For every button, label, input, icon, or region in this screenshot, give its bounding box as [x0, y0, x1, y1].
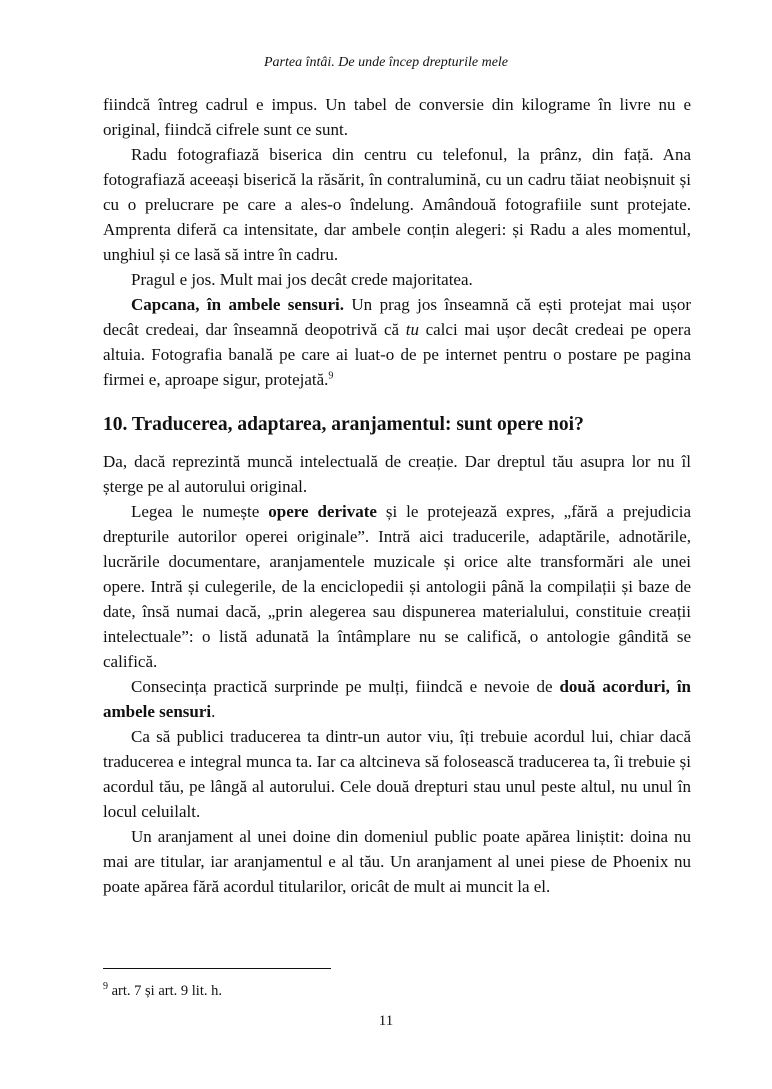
- bold-term: opere derivate: [268, 502, 377, 521]
- footnote-number: 9: [103, 981, 108, 993]
- footnote: [103, 982, 691, 1000]
- text-span: Consecința practică surprinde pe mulți, fiindcă e nevoie de: [131, 677, 560, 696]
- body-text: [103, 92, 691, 899]
- italic-span: tu: [405, 320, 419, 339]
- running-header: Partea întâi. De unde încep drepturile mele: [263, 55, 509, 70]
- section-heading: 10. Traducerea, adaptarea, aranjamentul: sunt opere noi?: [103, 414, 584, 435]
- footnote-text: art. 7 și art. 9 lit. h.: [108, 983, 222, 999]
- text-span: Legea le numește: [131, 502, 269, 521]
- paragraph-translation: Ca să publici traducerea ta dintr-un autor viu, îți trebuie acordul lui, chiar dacă traducerea e integral munca ta. Iar ca altcineva să folosească traducerea ta, îi trebuie și acordul tău, pe lângă al autorului. Cele două drepturi stau unul peste altul, nu unul în locul celuilalt.: [103, 727, 691, 821]
- paragraph-continuation: fiindcă întreg cadrul e impus. Un tabel de conversie din kilograme în livre nu e original, fiindcă cifrele sunt ce sunt.: [103, 95, 691, 139]
- footnote-divider: [103, 968, 331, 969]
- paragraph-photo-example: Radu fotografiază biserica din centru cu telefonul, la prânz, din față. Ana fotografiază aceeași biserică la răsărit, în contralumină, cu un cadru tăiat neobișnuit și cu o prelucrare pe care a ales-o îndelung. Amândouă fotografiile sunt protejate. Amprenta diferă ca intensitate, dar ambele conțin alegeri: și Radu a ales momentul, unghiul și ce lasă să intre în cadru.: [103, 145, 691, 264]
- paragraph-answer: Da, dacă reprezintă muncă intelectuală de creație. Dar dreptul tău asupra lor nu îl șterge pe al autorului original.: [103, 452, 691, 496]
- footnote-reference: 9: [328, 370, 334, 382]
- text-span: .: [211, 702, 216, 721]
- paragraph-arrangement: Un aranjament al unei doine din domeniul public poate apărea liniștit: doina nu mai are titular, iar aranjamentul e al tău. Un aranjament al unei piese de Phoenix nu poate apărea fără acordul titularilor, oricât de mult ai muncit la el.: [103, 827, 691, 896]
- paragraph-consequence: [103, 674, 691, 724]
- bold-term: două acorduri, în ambele sensuri: [103, 677, 691, 721]
- page-number: 11: [378, 1013, 394, 1029]
- text-span: calci mai ușor decât credeai pe opera altuia. Fotografia banală pe care ai luat-o de pe internet pentru o postare pe pagina firmei e, aproape sigur, protejată.: [103, 320, 692, 389]
- paragraph-derived-works: [103, 499, 691, 674]
- bold-lead: Capcana, în ambele sensuri.: [131, 295, 344, 314]
- text-span: Un prag jos înseamnă că ești protejat mai ușor decât credeai, dar înseamnă deopotrivă că: [103, 295, 691, 339]
- paragraph-threshold: Pragul e jos. Mult mai jos decât crede majoritatea.: [131, 270, 473, 289]
- text-span: și le protejează expres, „fără a prejudicia drepturile autorilor operei originale”. Intră aici traducerile, adaptările, adnotările, lucrările documentare, aranjamentele muzicale și orice alte transformări ale unei opere. Intră și culegerile, de la enciclopedii și antologii până la compilații și baze de date, însă numai dacă, „prin alegerea sau dispunerea materialului, constituie creații intelectuale”: o listă adunată la întâmplare nu se califică, o antologie gândită se califică.: [103, 502, 692, 671]
- paragraph-trap: [103, 292, 691, 392]
